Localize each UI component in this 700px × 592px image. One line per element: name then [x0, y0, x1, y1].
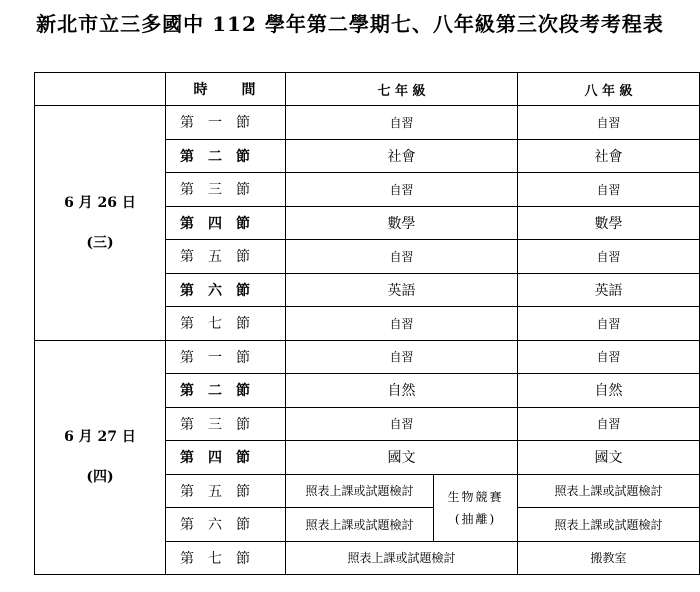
- header-grade7: 七 年 級: [286, 73, 518, 106]
- grade8-cell: 社會: [518, 139, 700, 173]
- period-cell: 第 二 節: [166, 139, 286, 173]
- header-time: 時 間: [166, 73, 286, 106]
- period-cell: 第 一 節: [166, 340, 286, 374]
- period-cell: 第 五 節: [166, 474, 286, 508]
- grade8-cell: 搬教室: [518, 541, 700, 575]
- grade8-cell: 照表上課或試題檢討: [518, 508, 700, 542]
- period-cell: 第 五 節: [166, 240, 286, 274]
- table-row: [35, 106, 700, 140]
- bio-competition-label: 生物競賽: [447, 489, 504, 504]
- period-cell: 第 二 節: [166, 374, 286, 408]
- grade7-cell: 照表上課或試題檢討: [286, 541, 518, 575]
- grade7-cell: 照表上課或試題檢討: [286, 508, 434, 542]
- grade7-cell: 數學: [286, 206, 518, 240]
- grade7-cell: 自習: [286, 407, 518, 441]
- header-date-blank: [35, 73, 166, 106]
- grade8-cell: 自習: [518, 340, 700, 374]
- grade8-cell: 數學: [518, 206, 700, 240]
- grade7-cell: 自習: [286, 173, 518, 207]
- grade7-cell: 自然: [286, 374, 518, 408]
- grade7-cell: 自習: [286, 307, 518, 341]
- period-cell: 第 三 節: [166, 407, 286, 441]
- grade7-cell: 社會: [286, 139, 518, 173]
- grade7-cell: 國文: [286, 441, 518, 475]
- page-title: 新北市立三多國中 112 學年第二學期七、八年級第三次段考考程表: [36, 12, 664, 36]
- table-row: [35, 340, 700, 374]
- date-label: 6 月 27 日: [64, 429, 136, 446]
- grade8-cell: 自然: [518, 374, 700, 408]
- grade8-cell: 自習: [518, 407, 700, 441]
- grade7-cell: 英語: [286, 273, 518, 307]
- table-header-row: [35, 73, 700, 106]
- weekday-label: (四): [86, 469, 114, 486]
- period-cell: 第 四 節: [166, 206, 286, 240]
- period-cell: 第 七 節: [166, 541, 286, 575]
- grade7-cell: 自習: [286, 106, 518, 140]
- period-cell: 第 六 節: [166, 508, 286, 542]
- grade8-cell: 自習: [518, 240, 700, 274]
- date-cell-day1: [35, 106, 166, 341]
- grade8-cell: 自習: [518, 106, 700, 140]
- grade8-cell: 國文: [518, 441, 700, 475]
- date-cell-day2: [35, 340, 166, 575]
- grade7-cell: 自習: [286, 240, 518, 274]
- period-cell: 第 一 節: [166, 106, 286, 140]
- bio-competition-note: (抽離): [454, 511, 497, 526]
- grade8-cell: 自習: [518, 173, 700, 207]
- period-cell: 第 七 節: [166, 307, 286, 341]
- grade8-cell: 照表上課或試題檢討: [518, 474, 700, 508]
- grade7-cell: 照表上課或試題檢討: [286, 474, 434, 508]
- period-cell: 第 四 節: [166, 441, 286, 475]
- grade8-cell: 自習: [518, 307, 700, 341]
- bio-competition-cell: [434, 474, 518, 541]
- period-cell: 第 六 節: [166, 273, 286, 307]
- grade8-cell: 英語: [518, 273, 700, 307]
- weekday-label: (三): [86, 234, 114, 251]
- grade7-cell: 自習: [286, 340, 518, 374]
- header-grade8: 八 年 級: [518, 73, 700, 106]
- date-label: 6 月 26 日: [64, 194, 136, 211]
- exam-schedule-table: [34, 72, 700, 575]
- period-cell: 第 三 節: [166, 173, 286, 207]
